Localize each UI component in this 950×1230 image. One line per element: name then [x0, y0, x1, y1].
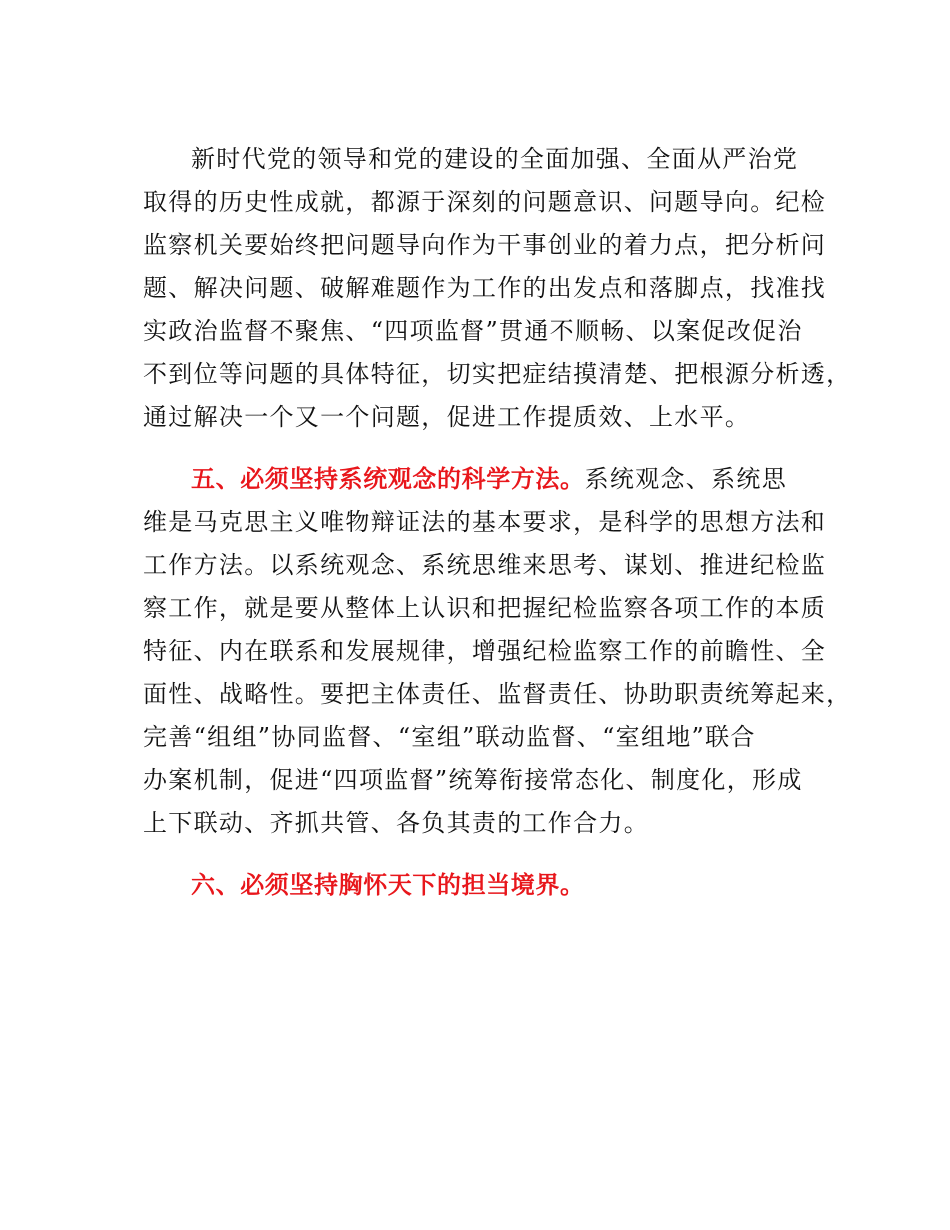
paragraph-line: 取得的历史性成就，都源于深刻的问题意识、问题导向。纪检: [143, 188, 827, 216]
section-6-heading: 六、必须坚持胸怀天下的担当境界。: [191, 871, 585, 899]
paragraph-line: 察工作，就是要从整体上认识和把握纪检监察各项工作的本质: [143, 594, 827, 622]
section-5-first-line-text: 系统观念、系统思: [584, 465, 788, 493]
paragraph-line: 实政治监督不聚焦、“四项监督”贯通不顺畅、以案促改促治: [143, 317, 803, 345]
section-5-first-line: [191, 464, 787, 494]
paragraph-line: 完善“组组”协同监督、“室组”联动监督、“室组地”联合: [143, 723, 756, 751]
section-6-first-line: [191, 870, 585, 900]
paragraph-line: 面性、战略性。要把主体责任、监督责任、协助职责统筹起来，: [143, 680, 852, 708]
section-5-heading: 五、必须坚持系统观念的科学方法。: [191, 465, 585, 493]
paragraph-line: 维是马克思主义唯物辩证法的基本要求，是科学的思想方法和: [143, 508, 827, 536]
paragraph-line: 题、解决问题、破解难题作为工作的出发点和落脚点，找准找: [143, 274, 827, 302]
paragraph-line: 办案机制，促进“四项监督”统筹衔接常态化、制度化，形成: [143, 766, 803, 794]
paragraph-line: 监察机关要始终把问题导向作为干事创业的着力点，把分析问: [143, 231, 827, 259]
paragraph-line: 特征、内在联系和发展规律，增强纪检监察工作的前瞻性、全: [143, 637, 827, 665]
paragraph-line: 不到位等问题的具体特征，切实把症结摸清楚、把根源分析透，: [143, 360, 852, 388]
paragraph-line: 工作方法。以系统观念、系统思维来思考、谋划、推进纪检监: [143, 551, 827, 579]
paragraph-line: 新时代党的领导和党的建设的全面加强、全面从严治党: [191, 145, 799, 173]
paragraph-line: 上下联动、齐抓共管、各负其责的工作合力。: [143, 809, 649, 837]
paragraph-line: 通过解决一个又一个问题，促进工作提质效、上水平。: [143, 403, 751, 431]
